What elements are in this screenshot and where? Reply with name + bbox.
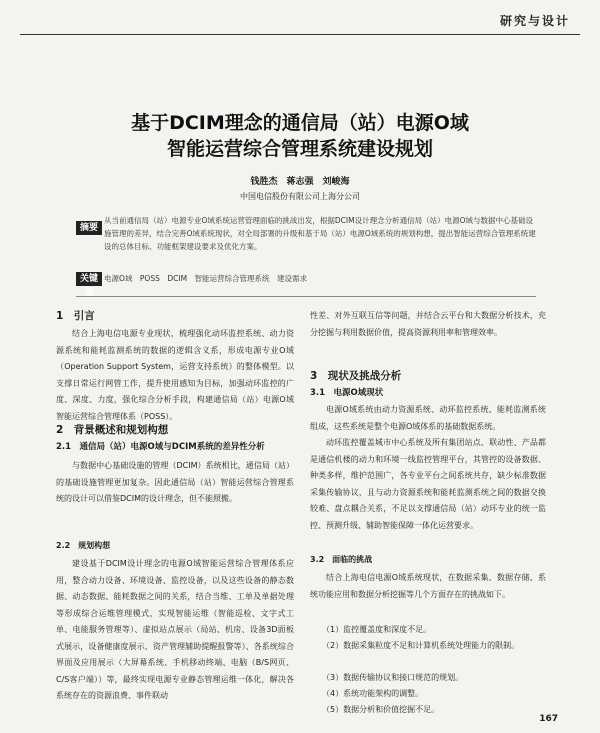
- section-2-2-heading: 2.2 规划构想: [56, 541, 111, 550]
- section-2-2-body: [56, 556, 294, 705]
- challenge-item-4: （4）系统功能架构的调整。: [322, 689, 424, 698]
- section-3-1-body: [310, 402, 546, 534]
- section-3-1-para-1: 电源O域系统由动力资源系统、动环监控系统、能耗监测系统组成，这些系统是整个电源O域体系的基础数据系统。: [310, 405, 546, 431]
- abstract-tag: 摘要: [76, 221, 102, 235]
- title-line-1: 基于DCIM理念的通信局（站）电源O域: [131, 112, 469, 134]
- keywords-tag: 关键词: [76, 272, 102, 286]
- right-intro-para: 性差、对外互联互信等问题，并结合云平台和大数据分析技术，充分挖掘与利用数据价值，提高资源利用率和管理效率。: [310, 311, 546, 337]
- challenge-item-3: （3）数据传输协议和接口规范的规划。: [322, 673, 464, 682]
- section-2-heading: 2 背景概述和规划构想: [56, 424, 169, 436]
- section-3-2-body: [310, 570, 546, 603]
- article-title: [40, 110, 560, 162]
- section-1-para: 结合上海电信电源专业现状，梳理强化动环监控系统、动力资源系统和能耗监测系统的数据的逻辑含义系，形成电源专业O域（Operation Support System，运营支持系统）的整体模型。以支撑日常运行网管工作，提升使用感知为目标，加强动环监控的广度、深度、力度，强化综合分析手段，构建通信局（站）电源O域智能运营综合管理体系（POSS）。: [56, 329, 294, 421]
- section-1-heading: 1 引言: [56, 310, 95, 322]
- section-2-1-body: [56, 458, 294, 508]
- challenge-item-2: （2）数据采集粒度不足和计算机系统处理能力的限制。: [322, 641, 520, 650]
- challenge-item-1: （1）监控覆盖度和深度不足。: [322, 625, 432, 634]
- right-intro: [310, 308, 546, 341]
- section-2-1-para: 与数据中心基础设施的管理（DCIM）系统相比，通信局（站）的基础设施管理更加复杂。因此通信局（站）智能运营综合管理系统的设计可以借鉴DCIM的设计理念，但不能照搬。: [56, 461, 294, 503]
- section-3-heading: 3 现状及挑战分析: [310, 370, 402, 382]
- abstract-divider: [76, 296, 536, 297]
- abstract-text: 从当前通信局（站）电源专业O域系统运营管理面临的挑战出发，根据DCIM设计理念分析通信局（站）电源O域与数据中心基础设施管理的差异，结合完善O域系统现状，对全局部署的升级和基于局（站）电源O域系统的规划构想，提出智能运营综合管理系统建设的总体目标、功能框架建设要求及优化方案。: [104, 216, 536, 251]
- challenge-item-5: （5）数据分析和价值挖掘不足。: [322, 705, 440, 714]
- affiliation: 中国电信股份有限公司上海分公司: [240, 192, 360, 201]
- section-label: 研究与设计: [499, 14, 570, 28]
- header-rule: [20, 34, 580, 35]
- authors: 钱胜杰 蒋志强 刘峻海: [250, 177, 350, 187]
- section-3-1-heading: 3.1 电源O域现状: [310, 388, 384, 398]
- section-3-2-para: 结合上海电信电源O域系统现状，在数据采集、数据存储、系统功能应用和数据分析挖掘等几个方面存在的挑战如下。: [310, 573, 546, 599]
- title-line-2: 智能运营综合管理系统建设规划: [166, 138, 433, 160]
- section-2-1-heading: 2.1 通信局（站）电源O域与DCIM系统的差异性分析: [56, 442, 265, 452]
- section-1-body: [56, 326, 294, 425]
- section-2-2-para: 建设基于DCIM设计理念的电源O域智能运营综合管理体系应用，整合动力设备、环境设备、监控设备，以及这些设备的静态数据、动态数据、能耗数据之间的关系，结合当维、工单及单据处理等形成综合运维管理模式，实现智能运维（智能巡检、文字式工单、电能服务管理等）、虚拟站点展示（局站、机房、设备3D面板式展示，设备健康度展示、资产管理辅助提醒报警等）、各系统综合界面及应用展示（大屏幕系统、手机移动终端、电脑（B/S网页、C/S客户端））等，最终实现电源专业静态管理运维一体化，解决各系统存在的资源浪费、事件联动: [56, 559, 294, 700]
- section-3-2-heading: 3.2 面临的挑战: [310, 555, 373, 564]
- section-3-1-para-2: 动环监控覆盖城市中心系统及所有集团站点、联动性、产品都是通信机楼的动力和环境一线监控管理平台，其管控的设备数据、种类多样，维护范围广，各专业平台之间系统共存，缺少标准数据采集传输协议，且与动力资源系统和能耗监测系统之间的数据交换较难、盘点耦合关系，不足以支撑通信局（站）动环专业的统一监控、预测升级、辅助智能保障一体化运营要求。: [310, 438, 546, 530]
- keywords-text: 电源O域 POSS DCIM 智能运营综合管理系统 建设需求: [104, 274, 308, 283]
- page-number: 167: [539, 714, 558, 724]
